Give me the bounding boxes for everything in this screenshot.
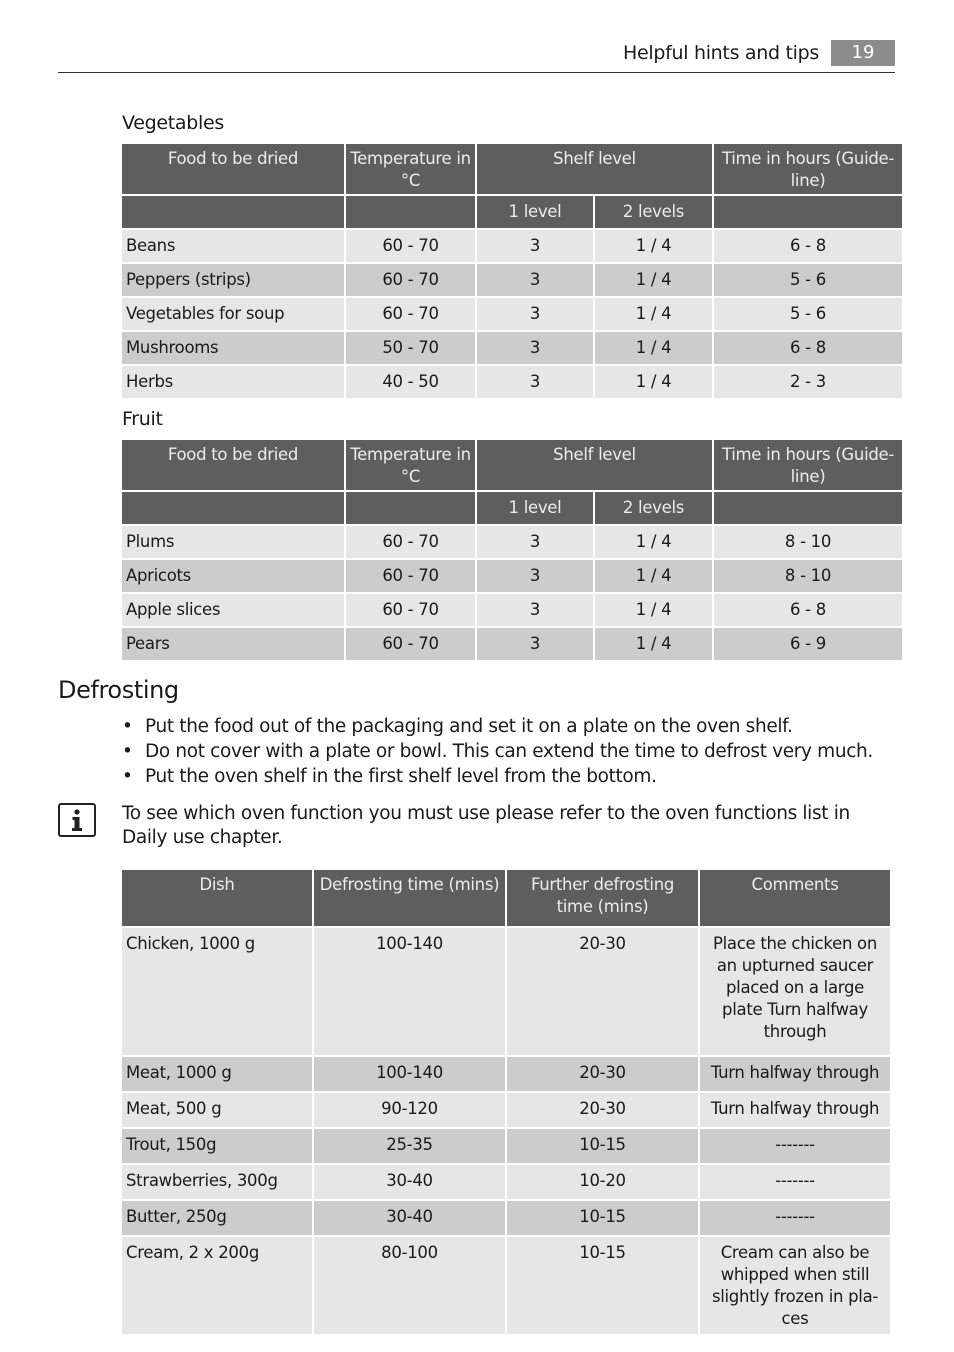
vegetables-subtitle: Vegetables [122,112,224,134]
table-row [122,1237,890,1334]
table-cell: 30-40 [314,1165,505,1199]
table-cell: 25-35 [314,1129,505,1163]
column-header: Food to be dried [122,144,344,194]
table-cell: 3 [477,628,593,660]
table-row [122,628,902,660]
column-header: Time in hours (Guide-line) [714,144,902,194]
table-cell: Place the chicken on an upturned saucer placed on a large plate Turn halfway through [700,928,890,1055]
table-cell: 60 - 70 [346,560,475,592]
table-cell: 1 / 4 [595,366,712,398]
column-header: Temperature in °C [346,144,475,194]
table-row [122,1201,890,1235]
column-header: Shelf level [477,440,712,490]
table-cell: 3 [477,366,593,398]
table-cell: ------- [700,1129,890,1163]
table-row [122,298,902,330]
table-cell: 100-140 [314,1057,505,1091]
header-title: Helpful hints and tips [623,42,819,64]
table-cell: 3 [477,560,593,592]
table-cell: 1 / 4 [595,298,712,330]
table-cell: 60 - 70 [346,230,475,262]
table-cell: 1 / 4 [595,230,712,262]
fruit-subtitle: Fruit [122,408,163,430]
table-row [122,1093,890,1127]
table-cell: 2 - 3 [714,366,902,398]
table-cell: 3 [477,264,593,296]
table-cell: 8 - 10 [714,560,902,592]
table-cell: Herbs [122,366,344,398]
table-cell: 40 - 50 [346,366,475,398]
table-cell: Vegetables for soup [122,298,344,330]
table-cell: Cream, 2 x 200g [122,1237,312,1334]
table-cell: ------- [700,1201,890,1235]
table-cell: Butter, 250g [122,1201,312,1235]
column-header: Temperature in °C [346,440,475,490]
table-cell: 10-15 [507,1129,698,1163]
table-cell: 6 - 8 [714,230,902,262]
page-number: 19 [831,40,895,66]
table-cell: 1 / 4 [595,594,712,626]
column-header: Food to be dried [122,440,344,490]
table-row [122,1129,890,1163]
table-row [122,332,902,364]
defrosting-table [120,868,892,1336]
table-cell: 8 - 10 [714,526,902,558]
table-cell: Meat, 500 g [122,1093,312,1127]
table-cell: Trout, 150g [122,1129,312,1163]
column-subheader [714,196,902,228]
column-header: Further defrosting time (mins) [507,870,698,926]
table-cell: 60 - 70 [346,526,475,558]
table-row [122,526,902,558]
column-header: Defrosting time (mins) [314,870,505,926]
table-cell: 1 / 4 [595,560,712,592]
table-row [122,1057,890,1091]
table-cell: Strawberries, 300g [122,1165,312,1199]
list-item: • Put the oven shelf in the first shelf level from the bottom. [122,764,873,789]
table-cell: ------- [700,1165,890,1199]
table-row [122,366,902,398]
table-cell: 3 [477,230,593,262]
bullet-list [122,714,873,789]
table-cell: 20-30 [507,1093,698,1127]
table-row [122,560,902,592]
table-subheader-row [122,492,902,524]
section-title: Defrosting [58,676,179,704]
table-cell: 5 - 6 [714,298,902,330]
table-cell: 6 - 8 [714,332,902,364]
table-cell: 1 / 4 [595,332,712,364]
table-cell: 1 / 4 [595,264,712,296]
table-cell: 3 [477,298,593,330]
table-cell: Plums [122,526,344,558]
table-cell: 10-20 [507,1165,698,1199]
table-cell: Peppers (strips) [122,264,344,296]
table-row [122,230,902,262]
table-header-row [122,870,890,926]
table-row [122,264,902,296]
table-cell: 3 [477,332,593,364]
table-cell: 1 / 4 [595,628,712,660]
table-cell: 3 [477,594,593,626]
info-note: To see which oven function you must use please refer to the oven functions list in Daily use chapter. [122,803,850,848]
table-cell: 60 - 70 [346,264,475,296]
table-header-row [122,144,902,194]
table-cell: 6 - 8 [714,594,902,626]
table-cell: 60 - 70 [346,298,475,330]
list-item: • Put the food out of the packaging and set it on a plate on the oven shelf. [122,714,873,739]
info-icon [58,803,96,837]
table-cell: 6 - 9 [714,628,902,660]
table-cell: 3 [477,526,593,558]
column-header: Comments [700,870,890,926]
vegetables-table [120,142,904,400]
page-header [58,40,895,73]
column-subheader [346,196,475,228]
column-header: Shelf level [477,144,712,194]
table-cell: 10-15 [507,1237,698,1334]
table-cell: Apple slices [122,594,344,626]
table-cell: 20-30 [507,928,698,1055]
table-cell: 80-100 [314,1237,505,1334]
table-cell: 100-140 [314,928,505,1055]
table-cell: 60 - 70 [346,594,475,626]
column-subheader: 1 level [477,492,593,524]
table-cell: 1 / 4 [595,526,712,558]
table-cell: Turn halfway through [700,1093,890,1127]
table-cell: Apricots [122,560,344,592]
table-cell: 50 - 70 [346,332,475,364]
table-row [122,928,890,1055]
column-header: Dish [122,870,312,926]
table-cell: 30-40 [314,1201,505,1235]
table-cell: 90-120 [314,1093,505,1127]
table-cell: Cream can also be whipped when still slightly frozen in pla-ces [700,1237,890,1334]
table-cell: Beans [122,230,344,262]
column-subheader: 2 levels [595,196,712,228]
column-subheader [122,492,344,524]
table-cell: Mushrooms [122,332,344,364]
table-cell: Meat, 1000 g [122,1057,312,1091]
column-subheader: 2 levels [595,492,712,524]
table-subheader-row [122,196,902,228]
list-item: • Do not cover with a plate or bowl. This can extend the time to defrost very much. [122,739,873,764]
column-subheader: 1 level [477,196,593,228]
table-cell: Pears [122,628,344,660]
table-row [122,1165,890,1199]
table-cell: 10-15 [507,1201,698,1235]
table-header-row [122,440,902,490]
table-row [122,594,902,626]
column-subheader [122,196,344,228]
table-cell: 60 - 70 [346,628,475,660]
fruit-table [120,438,904,662]
table-cell: 20-30 [507,1057,698,1091]
column-subheader [714,492,902,524]
column-header: Time in hours (Guide-line) [714,440,902,490]
column-subheader [346,492,475,524]
table-cell: Chicken, 1000 g [122,928,312,1055]
table-cell: Turn halfway through [700,1057,890,1091]
table-cell: 5 - 6 [714,264,902,296]
